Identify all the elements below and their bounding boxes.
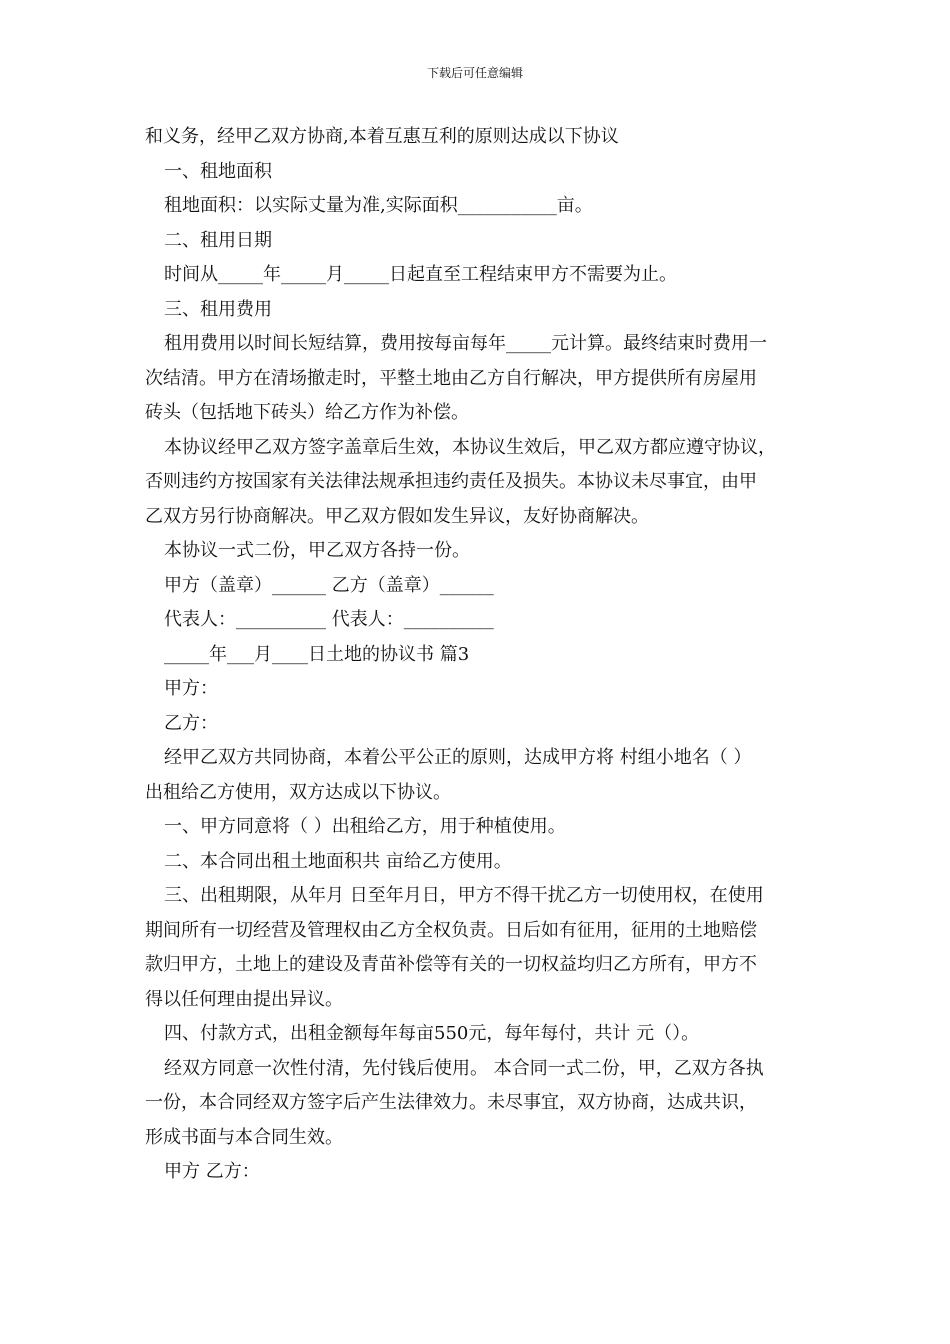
text-line: 否则违约方按国家有关法律法规承担违约责任及损失。本协议未尽事宜，由甲 xyxy=(145,471,757,492)
document-body xyxy=(145,120,815,1190)
text-line: 一份，本合同经双方签字后产生法律效力。未尽事宜，双方协商，达成共识， xyxy=(145,1092,757,1113)
text-line: 一、甲方同意将（ ）出租给乙方，用于种植使用。 xyxy=(164,816,566,837)
page-header: 下载后可任意编辑 xyxy=(426,66,523,80)
text-line: 甲方 乙方： xyxy=(164,1161,260,1182)
text-line: 代表人：__________ 代表人：__________ xyxy=(164,609,494,630)
text-line: 乙方： xyxy=(164,712,218,734)
text-line: 得以任何理由提出异议。 xyxy=(145,988,343,1010)
text-line: 一、租地面积 xyxy=(164,160,272,182)
text-line: 款归甲方，土地上的建设及青苗补偿等有关的一切权益均归乙方所有，甲方不 xyxy=(145,954,757,975)
text-line: 租用费用以时间长短结算，费用按每亩每年_____元计算。最终结束时费用一 xyxy=(164,333,767,354)
text-line: 二、租用日期 xyxy=(164,229,272,251)
text-line: 经双方同意一次性付清，先付钱后使用。 本合同一式二份，甲，乙双方各执 xyxy=(164,1057,764,1079)
text-line: 经甲乙双方共同协商，本着公平公正的原则，达成甲方将 村组小地名（ ） xyxy=(164,747,752,768)
text-line: 甲方（盖章）______ 乙方（盖章）______ xyxy=(164,574,494,596)
text-line: 二、本合同出租土地面积共 亩给乙方使用。 xyxy=(164,850,512,872)
text-line: 和义务，经甲乙双方协商,本着互惠互利的原则达成以下协议 xyxy=(145,126,619,147)
text-line: 本协议一式二份，甲乙双方各持一份。 xyxy=(164,540,470,561)
text-line: 甲方： xyxy=(164,678,218,699)
text-line: 出租给乙方使用，双方达成以下协议。 xyxy=(145,781,451,803)
text-line: _____年___月____日土地的协议书 篇3 xyxy=(164,643,470,665)
text-line: 期间所有一切经营及管理权由乙方全权负责。日后如有征用，征用的土地赔偿 xyxy=(145,919,757,941)
text-line: 三、租用费用 xyxy=(164,298,272,320)
text-line: 乙双方另行协商解决。甲乙双方假如发生异议，友好协商解决。 xyxy=(145,505,649,527)
text-line: 砖头（包括地下砖头）给乙方作为补偿。 xyxy=(145,402,469,423)
text-line: 四、付款方式，出租金额每年每亩550元，每年每付，共计 元（）。 xyxy=(164,1023,700,1044)
text-line: 本协议经甲乙双方签字盖章后生效，本协议生效后，甲乙双方都应遵守协议， xyxy=(164,436,776,458)
text-line: 次结清。甲方在清场撤走时，平整土地由乙方自行解决，甲方提供所有房屋用 xyxy=(145,367,757,389)
text-line: 时间从_____年_____月_____日起直至工程结束甲方不需要为止。 xyxy=(164,264,677,285)
text-line: 三、出租期限，从年月 日至年月日，甲方不得干扰乙方一切使用权，在使用 xyxy=(164,885,764,906)
text-line: 租地面积：以实际丈量为准,实际面积___________亩。 xyxy=(164,195,593,216)
text-line: 形成书面与本合同生效。 xyxy=(145,1126,343,1148)
